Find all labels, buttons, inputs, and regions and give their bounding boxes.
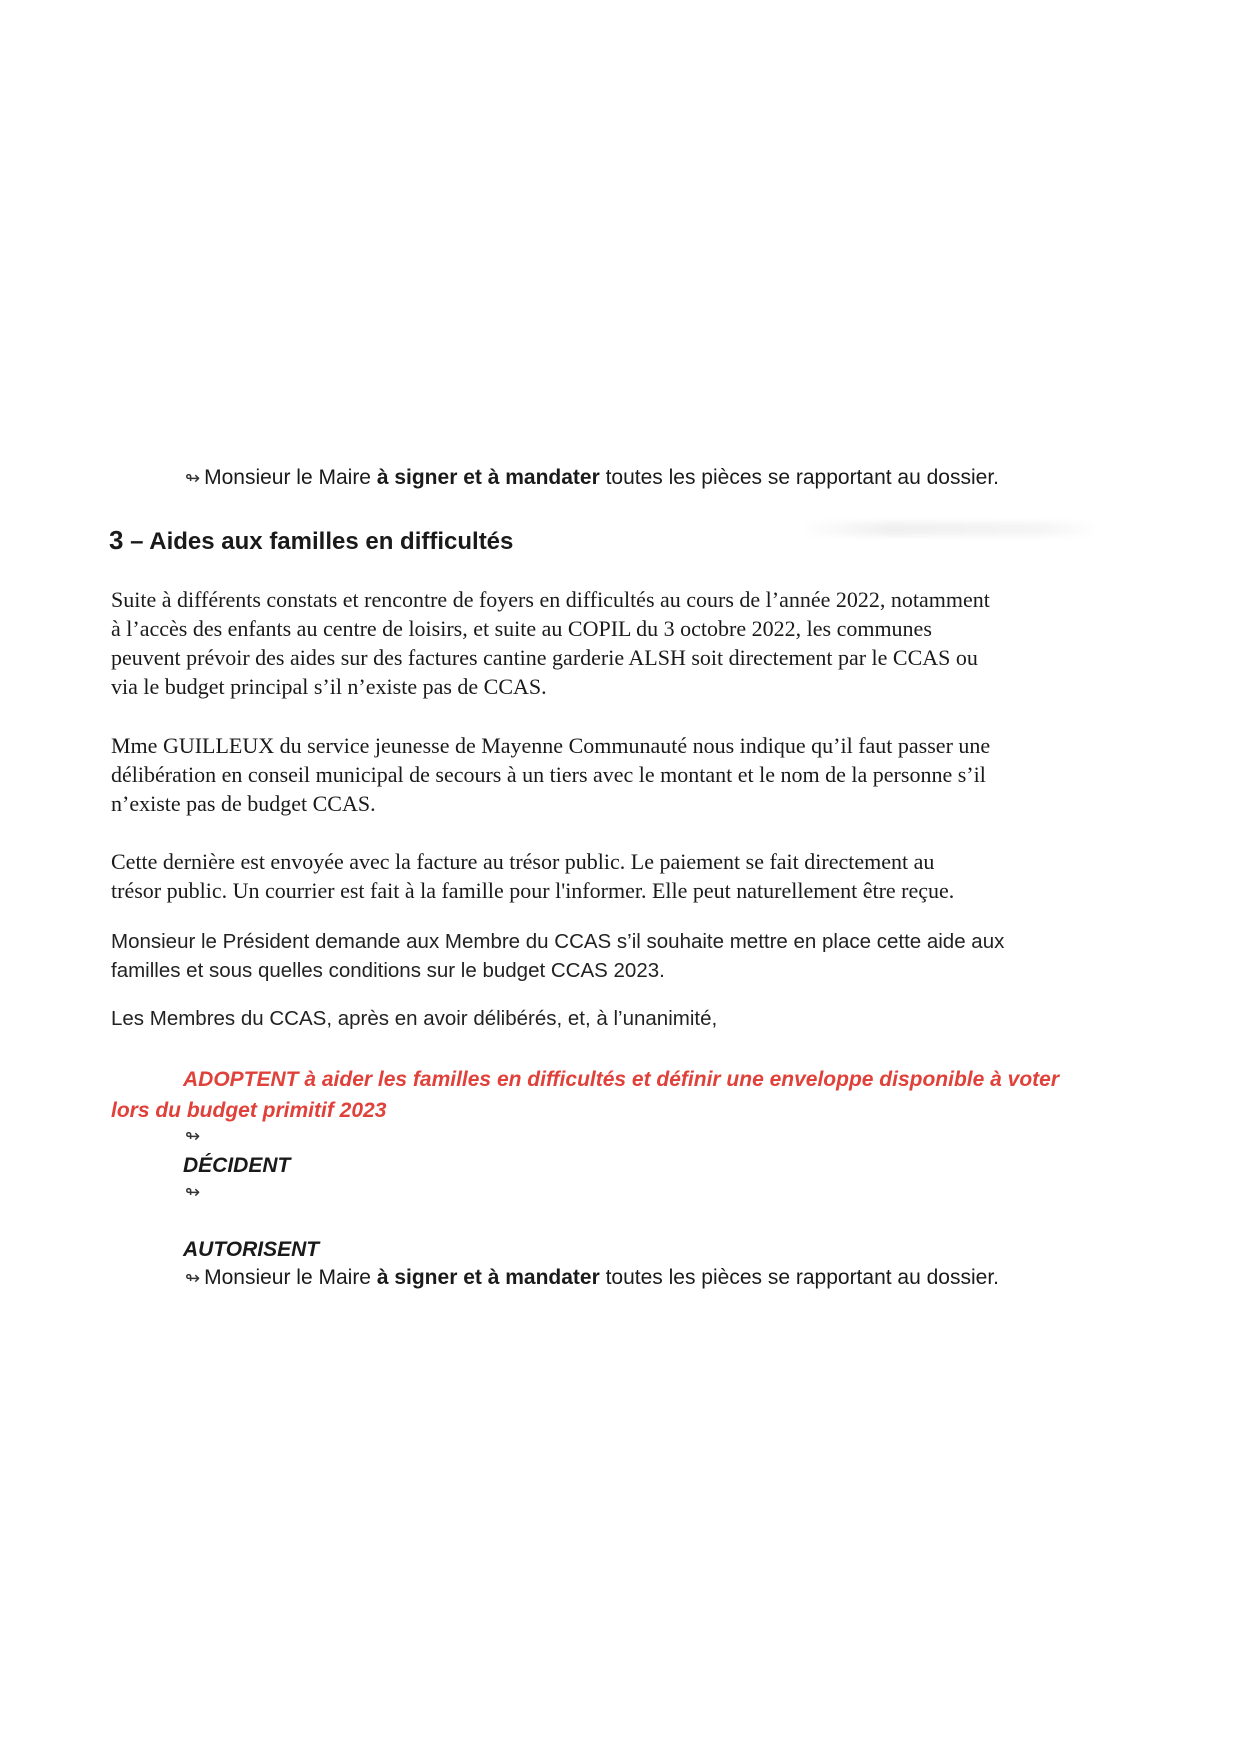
mandate-post: toutes les pièces se rapportant au dossier.	[599, 466, 999, 489]
decident-label: DÉCIDENT	[183, 1154, 291, 1177]
mandate-pre: Monsieur le Maire	[204, 466, 377, 489]
paragraph-context	[111, 585, 1131, 701]
mandate-bold: à signer et à mandater	[376, 466, 600, 489]
mandate-bold: à signer et à mandater	[376, 1266, 600, 1289]
paragraph-line: Suite à différents constats et rencontre de foyers en difficultés au cours de l’année 2022, notamment	[111, 587, 990, 612]
paragraph-line: n’existe pas de budget CCAS.	[111, 791, 376, 816]
paragraph-line: Monsieur le Président demande aux Membre du CCAS s’il souhaite mettre en place cette aide aux	[111, 930, 1005, 953]
paragraph-line: via le budget principal s’il n’existe pas de CCAS.	[111, 674, 547, 699]
paragraph-line: Mme GUILLEUX du service jeunesse de Mayenne Communauté nous indique qu’il faut passer une	[111, 733, 991, 758]
mandate-line-bottom	[185, 1267, 999, 1288]
arrow-icon: ↬	[185, 1268, 201, 1289]
paragraph-line: familles et sous quelles conditions sur le budget CCAS 2023.	[111, 959, 665, 982]
paragraph-line: Cette dernière est envoyée avec la facture au trésor public. Le paiement se fait directement au	[111, 849, 935, 874]
paragraph-line: peuvent prévoir des aides sur des factures cantine garderie ALSH soit directement par le CCAS ou	[111, 645, 978, 670]
mandate-post: toutes les pièces se rapportant au dossier.	[599, 1266, 999, 1289]
paragraph-line: trésor public. Un courrier est fait à la famille pour l'informer. Elle peut naturellement être reçue.	[111, 878, 955, 903]
adoptent-line-2: lors du budget primitif 2023	[111, 1099, 387, 1122]
mandate-line-top	[185, 467, 999, 488]
arrow-icon: ↬	[185, 468, 201, 489]
section-dash: –	[123, 528, 150, 555]
autorisent-label: AUTORISENT	[183, 1238, 320, 1261]
section-title: Aides aux familles en difficultés	[149, 528, 514, 555]
paragraph-tresor	[111, 847, 1131, 905]
arrow-icon: ↬	[185, 1126, 201, 1147]
mandate-pre: Monsieur le Maire	[204, 1266, 377, 1289]
adoptent-line-1: ADOPTENT à aider les familles en difficultés et définir une enveloppe disponible à voter	[183, 1068, 1059, 1091]
paragraph-president	[111, 927, 1131, 985]
paragraph-line: délibération en conseil municipal de secours à un tiers avec le montant et le nom de la personne s’il	[111, 762, 986, 787]
arrow-icon: ↬	[185, 1182, 201, 1203]
section-number: 3	[109, 525, 124, 555]
paragraph-line: à l’accès des enfants au centre de loisirs, et suite au COPIL du 3 octobre 2022, les communes	[111, 616, 932, 641]
scan-shadow	[800, 522, 1100, 536]
paragraph-guilleux	[111, 731, 1131, 818]
section-heading	[109, 525, 513, 556]
paragraph-membres: Les Membres du CCAS, après en avoir délibérés, et, à l’unanimité,	[111, 1007, 718, 1030]
